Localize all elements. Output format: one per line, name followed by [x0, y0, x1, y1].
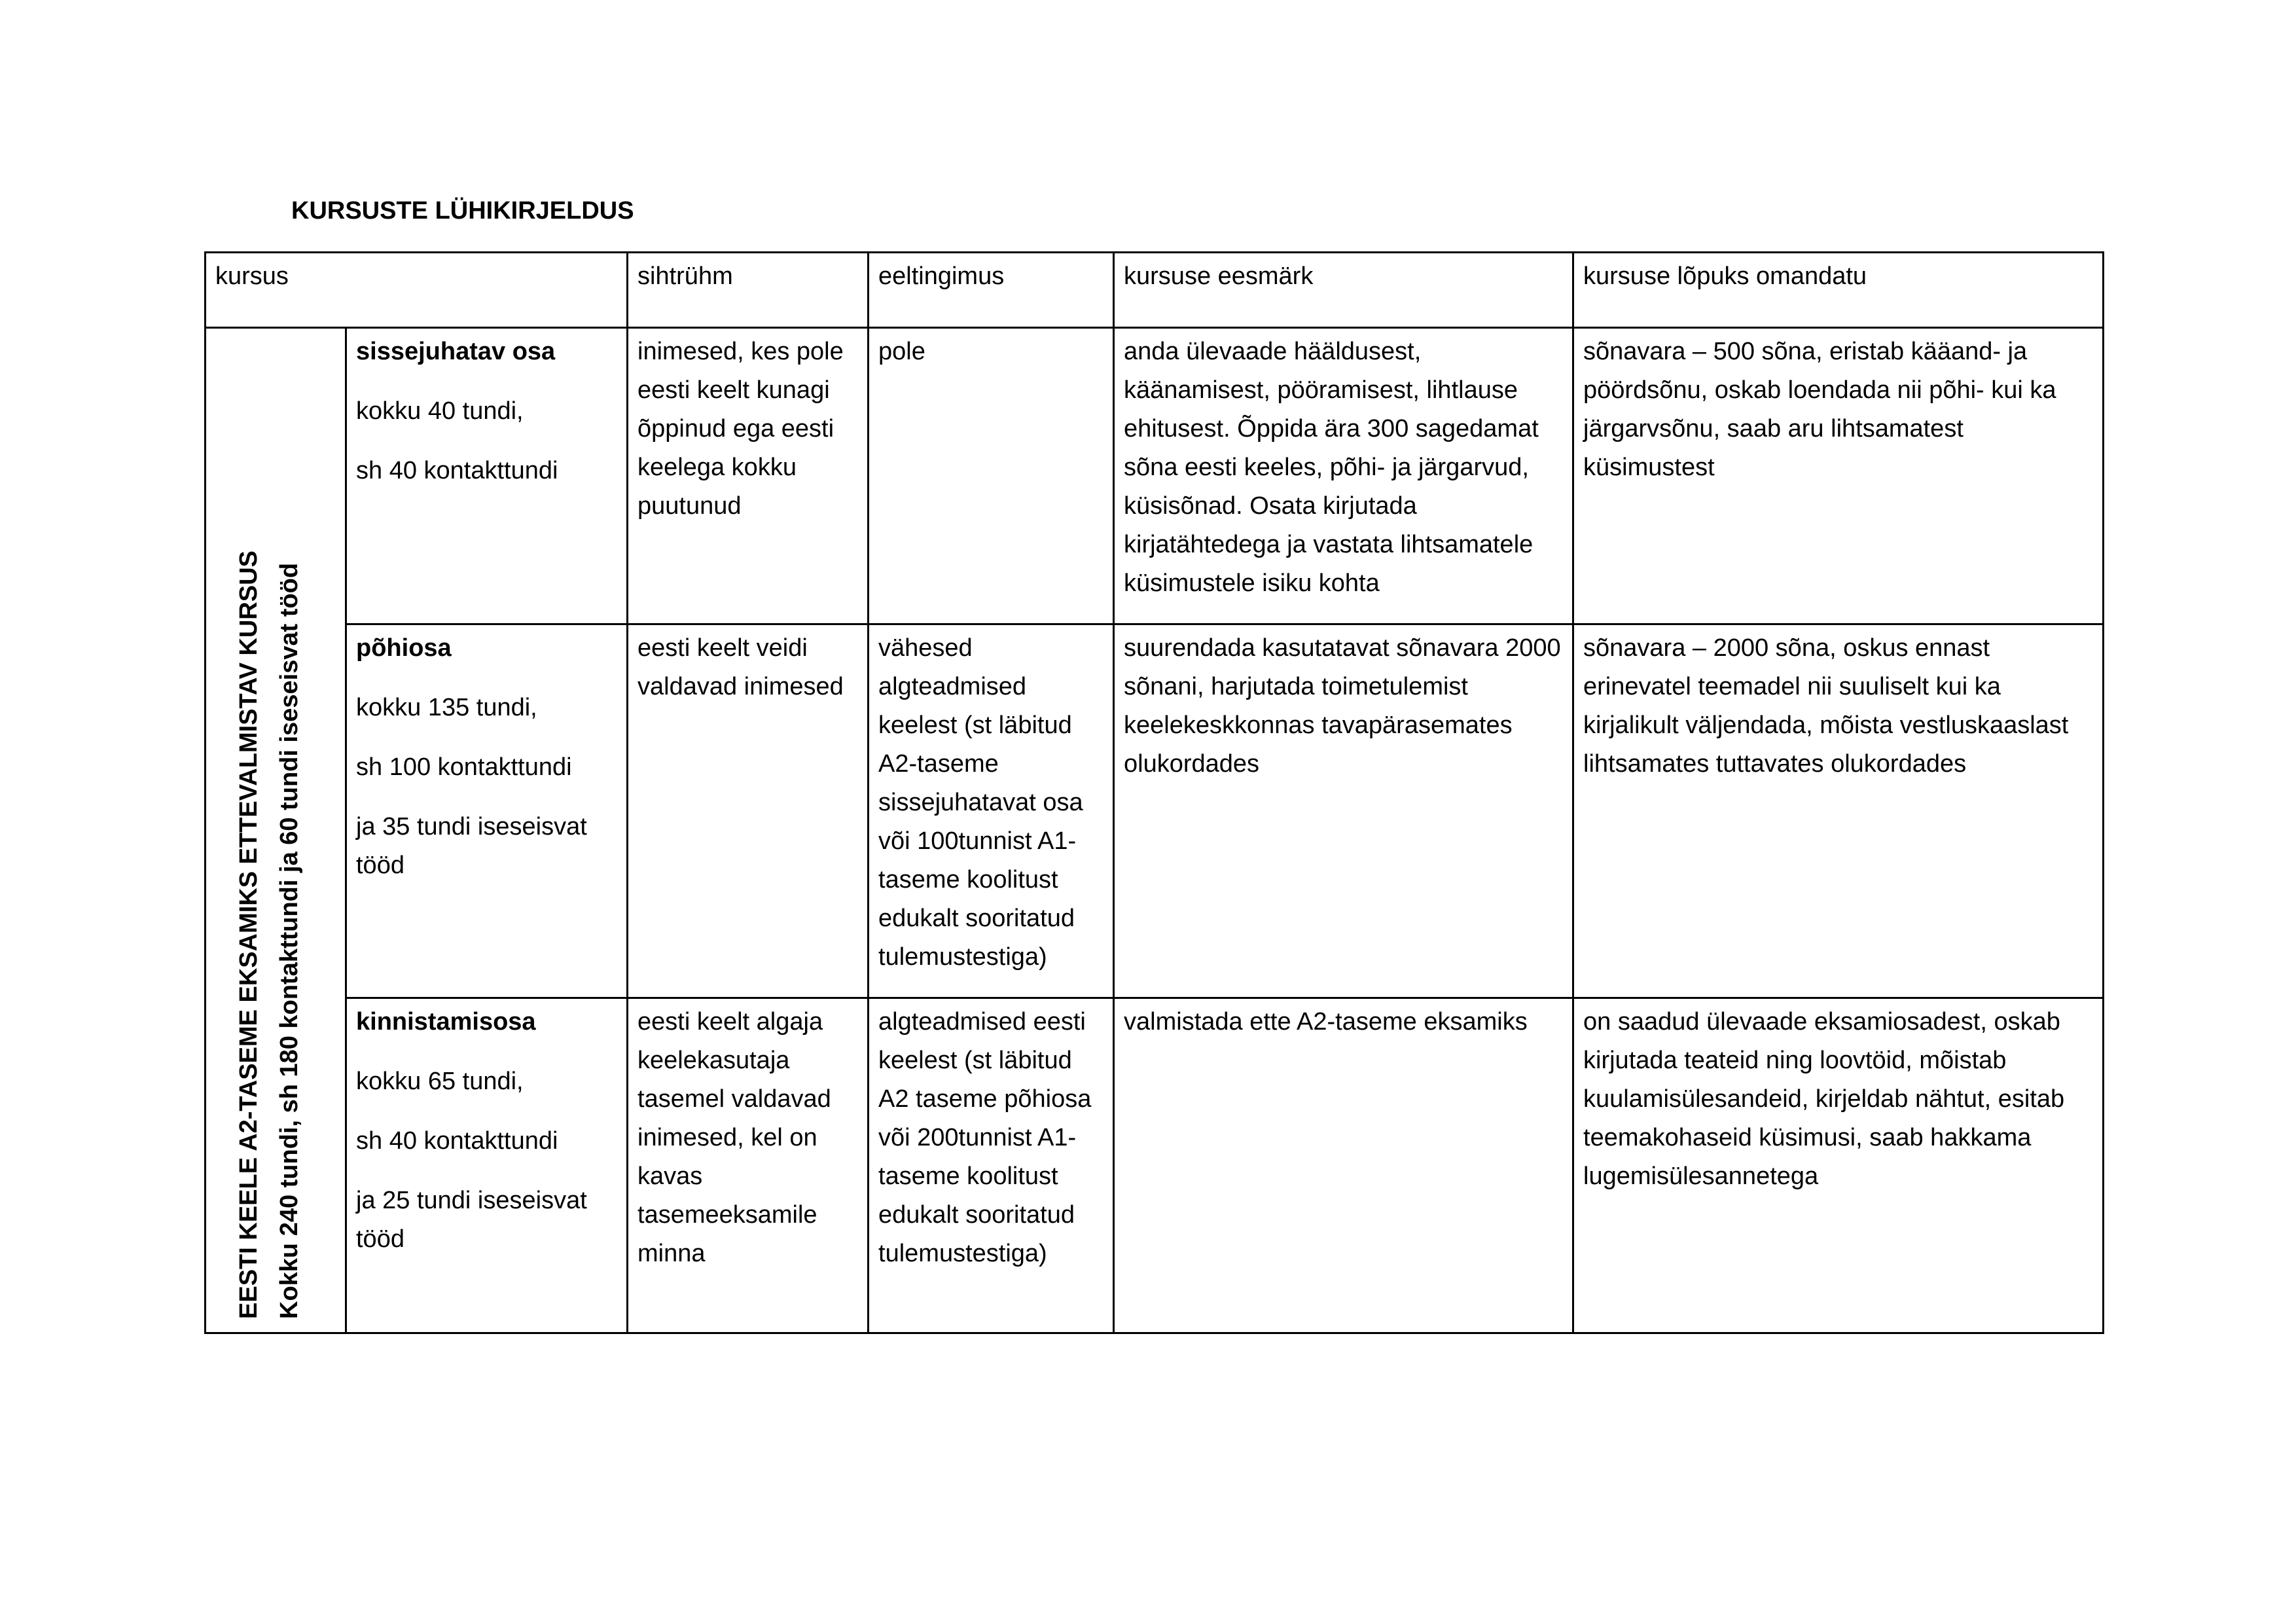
goal-cell: anda ülevaade hääldusest, käänamisest, pööramisest, lihtlause ehitusest. Õppida ära 300 sagedamat sõna eesti keeles, põhi- ja järgarvud, küsisõnad. Osata kirjutada kirjatähtedega ja vastata lihtsamatele küsimustele isiku kohta [1114, 328, 1573, 624]
target-group-cell: eesti keelt algaja keelekasutaja tasemel valdavad inimesed, kel on kavas tasemeeksamile minna [628, 998, 869, 1333]
prerequisite-cell: vähesed algteadmised keelest (st läbitud A2-taseme sissejuhatavat osa või 100tunnist A1-taseme koolitust edukalt sooritatud tulemustestiga) [869, 624, 1114, 998]
table-header-row [206, 253, 2104, 328]
part-hours: kokku 40 tundi, [356, 397, 524, 425]
part-title: sissejuhatav osa [356, 338, 556, 365]
prerequisite-cell: pole [869, 328, 1114, 624]
target-group-cell: eesti keelt veidi valdavad inimesed [628, 624, 869, 998]
part-hours: kokku 135 tundi, [356, 694, 537, 721]
part-independent-hours: ja 35 tundi iseseisvat tööd [356, 813, 587, 879]
header-prerequisite: eeltingimus [869, 253, 1114, 328]
outcome-cell: on saadud ülevaade eksamiosadest, oskab kirjutada teateid ning loovtöid, mõistab kuulamisülesandeid, kirjeldab nähtut, esitab teemakohaseid küsimusi, saab hakkama lugemisülesannetega [1573, 998, 2104, 1333]
part-cell-main [346, 624, 628, 998]
page-title: KURSUSTE LÜHIKIRJELDUS [291, 197, 634, 225]
part-independent-hours: ja 25 tundi iseseisvat tööd [356, 1187, 587, 1253]
course-description-table [204, 251, 2104, 1334]
part-title: põhiosa [356, 634, 452, 662]
part-cell-consolidation [346, 998, 628, 1333]
target-group-cell: inimesed, kes pole eesti keelt kunagi õppinud ega eesti keelega kokku puutunud [628, 328, 869, 624]
header-course: kursus [206, 253, 628, 328]
header-target-group: sihtrühm [628, 253, 869, 328]
table-row [206, 998, 2104, 1333]
part-title: kinnistamisosa [356, 1008, 536, 1036]
goal-cell: valmistada ette A2-taseme eksamiks [1114, 998, 1573, 1333]
course-name-cell [206, 328, 346, 1333]
part-contact-hours: sh 40 kontakttundi [356, 457, 558, 484]
outcome-cell: sõnavara – 500 sõna, eristab kääand- ja pöördsõnu, oskab loendada nii põhi- kui ka järgarvsõnu, saab aru lihtsamatest küsimustest [1573, 328, 2104, 624]
part-contact-hours: sh 100 kontakttundi [356, 753, 572, 781]
part-cell-intro [346, 328, 628, 624]
table-row [206, 328, 2104, 624]
header-goal: kursuse eesmärk [1114, 253, 1573, 328]
course-hours-total: Kokku 240 tundi, sh 180 kontakttundi ja 60 tundi iseseisvat tööd [276, 562, 303, 1319]
part-hours: kokku 65 tundi, [356, 1068, 524, 1095]
part-contact-hours: sh 40 kontakttundi [356, 1127, 558, 1155]
course-name: EESTI KEELE A2-TASEME EKSAMIKS ETTEVALMISTAV KURSUS [235, 550, 262, 1319]
outcome-cell: sõnavara – 2000 sõna, oskus ennast erinevatel teemadel nii suuliselt kui ka kirjalikult väljendada, mõista vestluskaaslast lihtsamates tuttavates olukordades [1573, 624, 2104, 998]
header-outcome: kursuse lõpuks omandatu [1573, 253, 2104, 328]
goal-cell: suurendada kasutatavat sõnavara 2000 sõnani, harjutada toimetulemist keelekeskkonnas tavapärasemates olukordades [1114, 624, 1573, 998]
table-row [206, 624, 2104, 998]
prerequisite-cell: algteadmised eesti keelest (st läbitud A2 taseme põhiosa või 200tunnist A1-taseme koolitust edukalt sooritatud tulemustestiga) [869, 998, 1114, 1333]
